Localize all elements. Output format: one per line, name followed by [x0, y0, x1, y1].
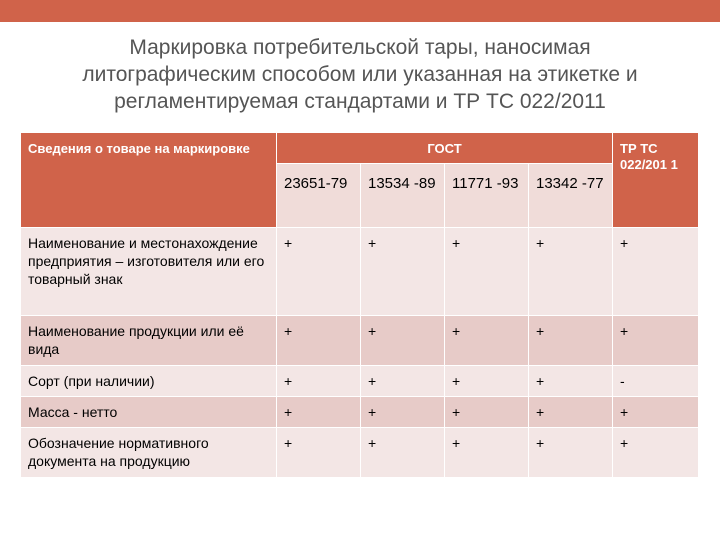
mark-cell: + [277, 316, 361, 366]
mark-cell: + [613, 397, 699, 428]
gost-number: 11771 -93 [445, 164, 529, 228]
mark-cell: + [445, 397, 529, 428]
header-info: Сведения о товаре на маркировке [21, 133, 277, 228]
gost-number: 23651-79 [277, 164, 361, 228]
mark-cell: + [361, 428, 445, 478]
row-label: Масса - нетто [21, 397, 277, 428]
mark-cell: + [529, 366, 613, 397]
mark-cell: + [277, 428, 361, 478]
slide-title: Маркировка потребительской тары, наносимая литографическим способом или указанная на этикетке и регламентируемая стандартами и ТР ТС 022/2011 [82, 36, 638, 113]
mark-cell: + [613, 228, 699, 316]
mark-cell: + [529, 228, 613, 316]
table-row [21, 228, 699, 316]
mark-cell: + [529, 316, 613, 366]
marking-table [20, 132, 699, 478]
mark-cell: + [277, 228, 361, 316]
mark-cell: + [445, 366, 529, 397]
mark-cell: + [445, 316, 529, 366]
mark-cell: - [613, 366, 699, 397]
mark-cell: + [613, 316, 699, 366]
table-row [21, 366, 699, 397]
table-row [21, 428, 699, 478]
top-accent-bar [0, 0, 720, 22]
table-row [21, 397, 699, 428]
mark-cell: + [361, 397, 445, 428]
row-label: Обозначение нормативного документа на продукцию [21, 428, 277, 478]
mark-cell: + [361, 228, 445, 316]
header-tr-ts: ТР ТС 022/201 1 [613, 133, 699, 228]
row-label: Наименование продукции или её вида [21, 316, 277, 366]
mark-cell: + [445, 228, 529, 316]
mark-cell: + [277, 397, 361, 428]
header-gost: ГОСТ [277, 133, 613, 164]
mark-cell: + [361, 316, 445, 366]
mark-cell: + [445, 428, 529, 478]
table-row [21, 316, 699, 366]
gost-number: 13342 -77 [529, 164, 613, 228]
mark-cell: + [277, 366, 361, 397]
row-label: Наименование и местонахождение предприятия – изготовителя или его товарный знак [21, 228, 277, 316]
row-label: Сорт (при наличии) [21, 366, 277, 397]
gost-number: 13534 -89 [361, 164, 445, 228]
mark-cell: + [529, 428, 613, 478]
mark-cell: + [529, 397, 613, 428]
mark-cell: + [613, 428, 699, 478]
mark-cell: + [361, 366, 445, 397]
